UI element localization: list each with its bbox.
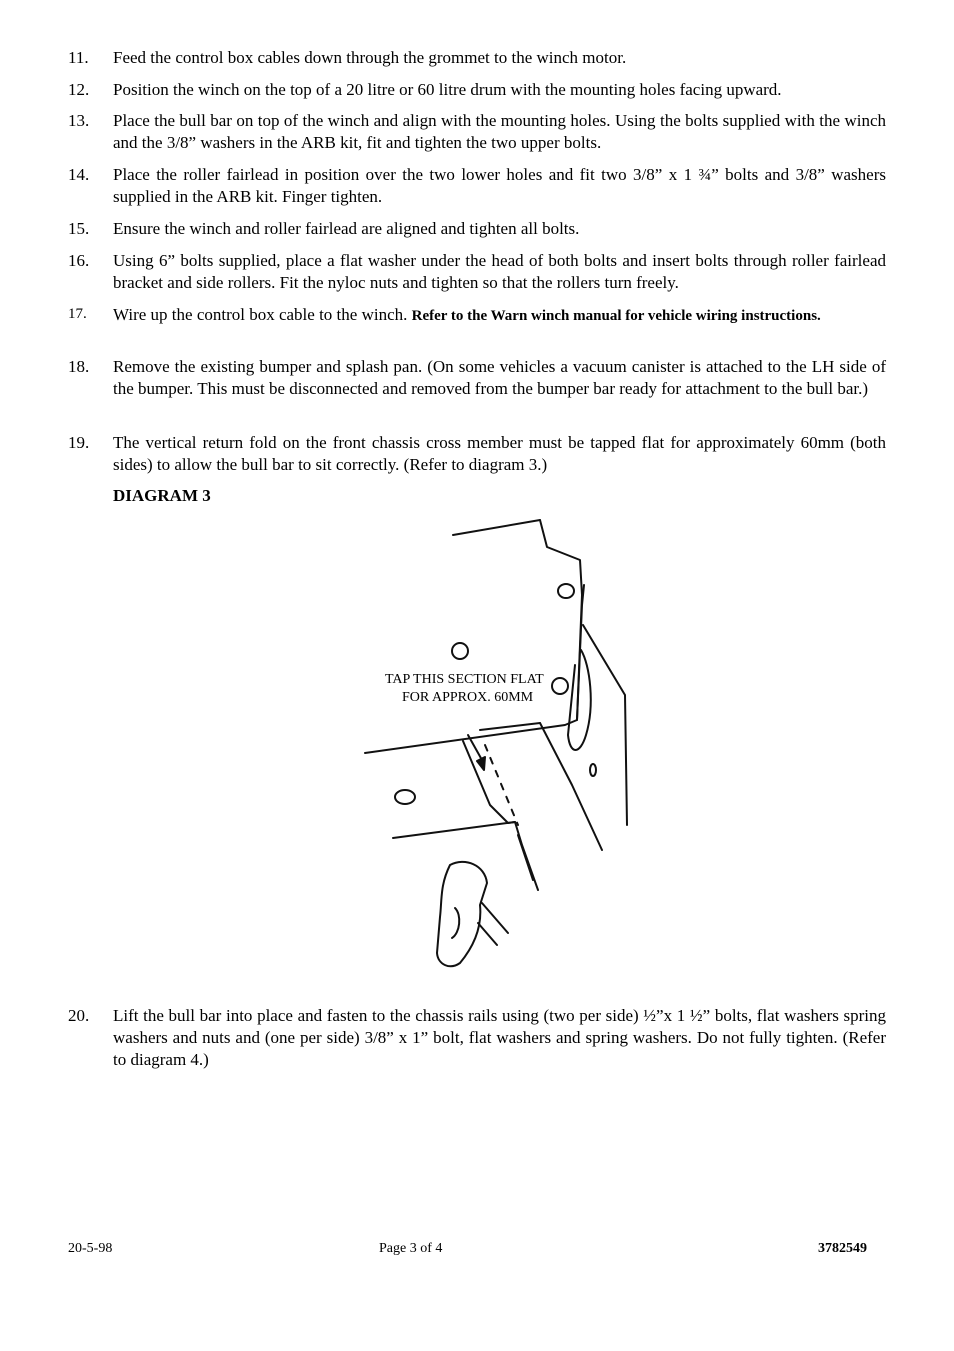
lower-member-bottom bbox=[393, 822, 515, 838]
step-number: 19. bbox=[68, 433, 90, 452]
hole bbox=[558, 584, 574, 598]
diagram-title: DIAGRAM 3 bbox=[113, 486, 211, 505]
hammer-grip bbox=[452, 908, 459, 938]
step-number: 15. bbox=[68, 219, 90, 238]
step-16 bbox=[68, 250, 886, 294]
step-13 bbox=[68, 110, 886, 154]
hole bbox=[552, 678, 568, 694]
step-text: Position the winch on the top of a 20 litre or 60 litre drum with the mounting holes facing upward. bbox=[113, 80, 782, 99]
crossmember-top-edge bbox=[453, 520, 540, 535]
step-text: Feed the control box cables down through the grommet to the winch motor. bbox=[113, 48, 627, 67]
step-12 bbox=[68, 79, 886, 101]
step-20 bbox=[68, 1005, 886, 1071]
return-fold-outer bbox=[583, 625, 627, 825]
tapped-section-fold bbox=[518, 835, 533, 880]
arrow-head bbox=[477, 757, 485, 770]
step-14 bbox=[68, 164, 886, 208]
step-number: 11. bbox=[68, 48, 89, 67]
step-17 bbox=[68, 304, 886, 327]
step-text: Place the bull bar on top of the winch and align with the mounting holes. Using the bolts supplied with the winch and the 3/8” washers in the ARB kit, fit and tighten the two upper bolts. bbox=[113, 111, 886, 152]
step-18 bbox=[68, 356, 886, 400]
hammer-head bbox=[437, 862, 487, 966]
hammer-handle bbox=[478, 903, 508, 945]
step-number: 16. bbox=[68, 251, 90, 270]
step-text: The vertical return fold on the front chassis cross member must be tapped flat for approximately 60mm (both sides) to allow the bull bar to sit correctly. (Refer to diagram 3.) bbox=[113, 433, 886, 474]
step-text-bold: Refer to the Warn winch manual for vehicle wiring instructions. bbox=[411, 308, 821, 324]
step-number: 18. bbox=[68, 357, 90, 376]
hole bbox=[590, 764, 596, 776]
step-text: Remove the existing bumper and splash pan. (On some vehicles a vacuum canister is attached to the LH side of the bumper. This must be disconnected and removed from the bumper bar ready for attachment to the bull bar.) bbox=[113, 357, 886, 398]
step-text: Ensure the winch and roller fairlead are aligned and tighten all bolts. bbox=[113, 219, 580, 238]
step-number: 12. bbox=[68, 80, 90, 99]
step-number: 14. bbox=[68, 165, 90, 184]
step-number: 13. bbox=[68, 111, 90, 130]
step-number: 17. bbox=[68, 306, 87, 322]
diagram-label-line1: TAP THIS SECTION FLAT bbox=[385, 672, 544, 687]
step-text: Lift the bull bar into place and fasten to the chassis rails using (two per side) ½”x 1 ½” bolts, flat washers spring washers and nuts and (one per side) 3/8” x 1” bolt, flat washers and spring washers. Do not fully tighten. (Refer to diagram 4.) bbox=[113, 1006, 886, 1069]
step-number: 20. bbox=[68, 1006, 90, 1025]
diagram-3-illustration bbox=[290, 505, 630, 980]
rail-lower-edge bbox=[540, 723, 602, 850]
step-19 bbox=[68, 432, 886, 476]
step-text-plain: Wire up the control box cable to the winch. bbox=[113, 305, 412, 324]
hole bbox=[395, 790, 415, 804]
tapped-section bbox=[463, 741, 538, 890]
hole bbox=[452, 643, 468, 659]
step-11 bbox=[68, 47, 886, 69]
crossmember-fold bbox=[365, 520, 582, 753]
step-text: Using 6” bolts supplied, place a flat washer under the head of both bolts and insert bolts through roller fairlead bracket and side rollers. Fit the nyloc nuts and tighten so that the rollers turn freely. bbox=[113, 251, 886, 292]
dash-line bbox=[485, 745, 518, 825]
footer-page: Page 3 of 4 bbox=[379, 1241, 443, 1256]
step-text: Place the roller fairlead in position over the two lower holes and fit two 3/8” x 1 ¾” bolts and 3/8” washers supplied in the ARB kit. Finger tighten. bbox=[113, 165, 886, 206]
diagram-label-line2: FOR APPROX. 60MM bbox=[402, 690, 534, 705]
step-15 bbox=[68, 218, 886, 240]
footer-date: 20-5-98 bbox=[68, 1241, 113, 1256]
footer-doc-number: 3782549 bbox=[818, 1241, 867, 1256]
step-text bbox=[113, 304, 886, 327]
